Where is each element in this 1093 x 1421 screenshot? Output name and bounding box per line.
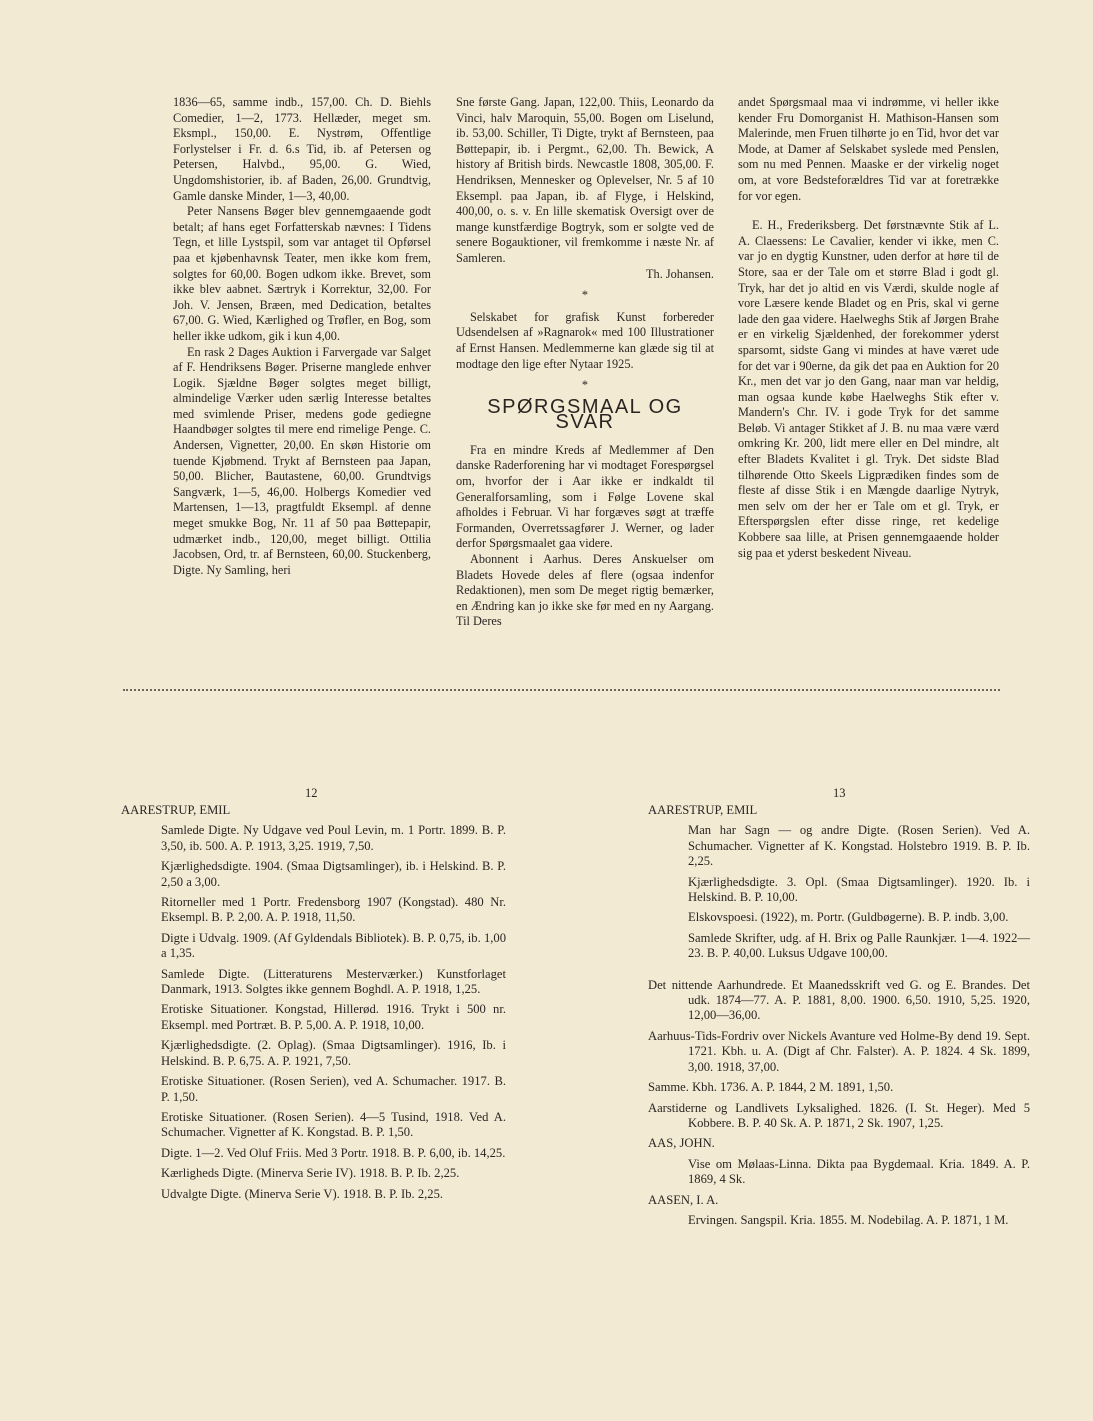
catalog-entry: Digte i Udvalg. 1909. (Af Gyldendals Bibliotek). B. P. 0,75, ib. 1,00 a 1,35.	[161, 930, 506, 961]
catalog-entry: Digte. 1—2. Ved Oluf Friis. Med 3 Portr. 1918. B. P. 6,00, ib. 14,25.	[161, 1145, 506, 1160]
catalog-entry: Erotiske Situationer. (Rosen Serien), ved A. Schumacher. 1917. B. P. 1,50.	[161, 1074, 506, 1104]
article-column-right	[738, 95, 999, 561]
catalog-entry: Vise om Mølaas-Linna. Dikta paa Bygdemaal. Kria. 1849. A. P. 1869, 4 Sk.	[688, 1156, 1030, 1187]
catalog-entry: Det nittende Aarhundrede. Et Maanedsskrift ved G. og E. Brandes. Det udk. 1874—77. A. P. 1881, 8,00. 1900. 6,50. 1910, 5,25. 1920, 12,00—36,00.	[648, 977, 1030, 1023]
catalog-author: AARESTRUP, EMIL	[121, 803, 231, 817]
catalog-entry: Samlede Skrifter, udg. af H. Brix og Palle Raunkjær. 1—4. 1922—23. B. P. 40,00. Luksus Udgave 100,00.	[688, 930, 1030, 961]
catalog-entry: Ritorneller med 1 Portr. Fredensborg 1907 (Kongstad). 480 Nr. Eksempl. B. P. 2,00. A. P. 1918, 11,50.	[161, 895, 506, 925]
catalog-author: AASEN, I. A.	[648, 1192, 719, 1207]
paragraph: 1836—65, samme indb., 157,00. Ch. D. Biehls Comedier, 1—2, 1773. Hellæder, meget sm. Eksmpl., 150,00. E. Nystrøm, Offentlige Forlystelser i Fr. d. 6.s Tid, ib. af Petersen og Petersen, Halvbd., 95,00. G. Wied, Ungdomshistorier, ib. af Baden, 26,00. Grundtvig, Gamle danske Minder, 1—3, 40,00.	[173, 95, 431, 203]
catalog-entry: Samme. Kbh. 1736. A. P. 1844, 2 M. 1891, 1,50.	[648, 1080, 894, 1095]
catalog-entry: Elskovspoesi. (1922), m. Portr. (Guldbøgerne). B. P. indb. 3,00.	[688, 910, 1009, 925]
page-number: 13	[833, 786, 846, 800]
catalog-entry: Samlede Digte. (Litteraturens Mesterværker.) Kunstforlaget Danmark, 1913. Solgtes ikke gennem Boghdl. A. P. 1918, 1,25.	[161, 966, 506, 997]
paragraph: En rask 2 Dages Auktion i Farvergade var Salget af F. Hendriksens Bøger. Priserne manglede enhver Logik. Sjældne Bøger solgtes meget billigt, almindelige Værker uden særlig Interesse betaltes med svimlende Priser, medens gode gediegne Haandbøger solgtes til mere end rimelige Penge. C. Andersen, Vignetter, 20,00. En skøn Historie om tuende Kjøbmend. Trykt af Bernsteen paa Japan, 50,00. Blicher, Bautastene, 60,00. Grundtvigs Sangværk, 1—5, 46,00. Holbergs Komedier ved Martensen, 1—13, pragtfuldt Eksempl. af denne meget smukke Bog, Nr. 11 af 50 paa Bøttepapir, udmærket indb., 120,00, meget billigt. Ottilia Jacobsen, Ord, tr. af Bernsteen, 60,00. Stuckenberg, Digte. Ny Samling, heri	[173, 344, 431, 577]
separator-star: *	[581, 288, 589, 303]
catalog-author: AARESTRUP, EMIL	[648, 803, 758, 817]
paragraph: Abonnent i Aarhus. Deres Anskuelser om Bladets Hovede deles af flere (ogsaa indenfor Redaktionen), men som De meget rigtig bemærker, en Ændring kan jo ikke ske før med en ny Aargang. Til Deres	[456, 552, 714, 629]
catalog-author: AAS, JOHN.	[648, 1136, 715, 1151]
paragraph: andet Spørgsmaal maa vi indrømme, vi heller ikke kender Fru Domorganist H. Mathison-Hansen som Malerinde, men Fruen tilhørte jo en Tid, hvor det var Mode, at Damer af Selskabet syslede med Penslen, som nu med Pennen. Maaske er der virkelig noget om, at vore Bedsteforældres Tid var at foretrække for vor egen.	[738, 95, 999, 203]
separator-star: *	[581, 378, 589, 393]
catalog-entry: Kjærlighedsdigte. 1904. (Smaa Digtsamlinger), ib. i Helskind. B. P. 2,50 a 3,00.	[161, 859, 506, 889]
dotted-divider	[123, 689, 1000, 691]
paragraph: Fra en mindre Kreds af Medlemmer af Den danske Raderforening har vi modtaget Forespørgsel om, hvorfor der i Aar ikke er indkaldt til Generalforsamling, som i Følge Lovene skal afholdes i Februar. Vi har forgæves søgt at træffe Formanden, Overretssagfører J. Werner, og lader derfor Spørgsmaalet gaa videre.	[456, 442, 714, 551]
catalog-entry: Udvalgte Digte. (Minerva Serie V). 1918. B. P. Ib. 2,25.	[161, 1186, 444, 1201]
paragraph: Sne første Gang. Japan, 122,00. Thiis, Leonardo da Vinci, halv Maroquin, 55,00. Bogen om Liselund, ib. 53,00. Schiller, Ti Digte, trykt af Bernsteen, paa Bøttepapir, ib. i Pergmt., 62,00. Th. Bewick, A history af British birds. Newcastle 1808, 305,00. F. Hendriksen, Mennesker og Oplevelser, Nr. 5 af 10 Eksempl. paa Japan, ib. af Flyge, i Helskind, 400,00, o. s. v. En lille skematisk Oversigt over de mange kunstfærdige Bogtryk, som er solgte ved de senere Bogauktioner, vil fremkomme i næste Nr. af Samleren.	[456, 95, 714, 265]
catalog-entry: Aarstiderne og Landlivets Lyksalighed. 1826. (I. St. Heger). Med 5 Kobbere. B. P. 40 Sk. A. P. 1871, 2 Sk. 1907, 1,25.	[648, 1100, 1030, 1130]
catalog-column-right	[648, 803, 1030, 1233]
catalog-entry: Kjærlighedsdigte. (2. Oplag). (Smaa Digtsamlinger). 1916, Ib. i Helskind. B. P. 6,75. A. P. 1921, 7,50.	[161, 1038, 506, 1068]
paragraph: Peter Nansens Bøger blev gennemgaaende godt betalt; af hans eget Forfatterskab nævnes: I Tidens Tegn, et lille Lystspil, som var antaget til Opførsel paa et kjøbenhavnsk Teater, men ikke kom frem, solgtes for 60,00. Bogen udkom ikke. Brevet, som ikke blev aabnet. Særtryk i Korrektur, 32,00. For Joh. V. Jensen, Bræen, med Dedication, betaltes 67,00. G. Wied, Kærlighed og Trøfler, en Bog, som heller ikke udkom, gik i kun 4,00.	[173, 204, 431, 343]
catalog-entry: Erotiske Situationer. (Rosen Serien). 4—5 Tusind, 1918. Ved A. Schumacher. Vignetter af K. Kongstad. B. P. 1,50.	[161, 1109, 506, 1140]
article-column-left	[173, 95, 431, 578]
catalog-entry: Kjærlighedsdigte. 3. Opl. (Smaa Digtsamlinger). 1920. Ib. i Helskind. B. P. 10,00.	[688, 874, 1030, 905]
catalog-entry: Samlede Digte. Ny Udgave ved Poul Levin, m. 1 Portr. 1899. B. P. 3,50, ib. 500. A. P. 1913, 3,25. 1919, 7,50.	[161, 823, 506, 853]
catalog-entry: Erotiske Situationer. Kongstad, Hillerød. 1916. Trykt i 500 nr. Eksempl. med Portræt. B. P. 5,00. A. P. 1918, 10,00.	[161, 1002, 506, 1032]
catalog-column-left	[121, 803, 506, 1207]
page-number: 12	[305, 786, 318, 800]
catalog-entry: Man har Sagn — og andre Digte. (Rosen Serien). Ved A. Schumacher. Vignetter af K. Kongstad. Holstebro 1919. B. P. Ib. 2,25.	[688, 823, 1030, 869]
section-heading: SPØRGSMAAL OG SVAR	[487, 395, 683, 434]
article-column-middle	[456, 95, 714, 630]
author-signature: Th. Johansen.	[646, 266, 714, 281]
catalog-entry: Aarhuus-Tids-Fordriv over Nickels Avanture ved Holme-By dend 19. Sept. 1721. Kbh. u. A. (Digt af Chr. Falster). A. P. 1824. 4 Sk. 1899, 3,00. 1918, 37,00.	[648, 1028, 1030, 1074]
paragraph: Selskabet for grafisk Kunst forbereder Udsendelsen af »Ragnarok« med 100 Illustrationer af Ernst Hansen. Medlemmerne kan glæde sig til at modtage den lige efter Nytaar 1925.	[456, 309, 714, 371]
catalog-entry: Kærligheds Digte. (Minerva Serie IV). 1918. B. P. Ib. 2,25.	[161, 1166, 460, 1181]
paragraph: E. H., Frederiksberg. Det førstnævnte Stik af L. A. Claessens: Le Cavalier, kender vi ikke, men C. var jo en dygtig Kunstner, uden derfor at høre til de Store, saa er der Tale om et større Blad i godt gl. Tryk, har det jo altid en vis Værdi, skulde nogle af vore Læsere kende Bladet og en Pris, skal vi gerne lade den gaa videre. Haelweghs Stik af Jørgen Brahe er en virkelig Sjældenhed, der forekommer yderst sparsomt, sidste Gang vi mindes at have været ude for det var i 90erne, da gik det paa en Auktion for 20 Kr., men det var jo den Gang, naar man var heldig, man ogsaa kunde købe Haelweghs Stik efter v. Mandern's Chr. IV. i gode Tryk for det samme Beløb. Vi antager Stikket af J. B. nu maa være værd omkring Kr. 200, lidt mere eller en Del mindre, alt efter Bladets Kvalitet i gl. Tryk. Det sidste Blad tilhørende Otto Skeels Ligprædiken findes som de fleste af disse Stik i en Mængde daarlige Nytryk, men selv om der her er Tale om et gl. Tryk, er Efterspørgslen efter disse ringe, ret kedelige Kobbere saa lille, at Prisen gennemgaaende holder sig paa et yderst beskedent Niveau.	[738, 218, 999, 560]
catalog-entry: Ervingen. Sangspil. Kria. 1855. M. Nodebilag. A. P. 1871, 1 M.	[688, 1212, 1009, 1227]
